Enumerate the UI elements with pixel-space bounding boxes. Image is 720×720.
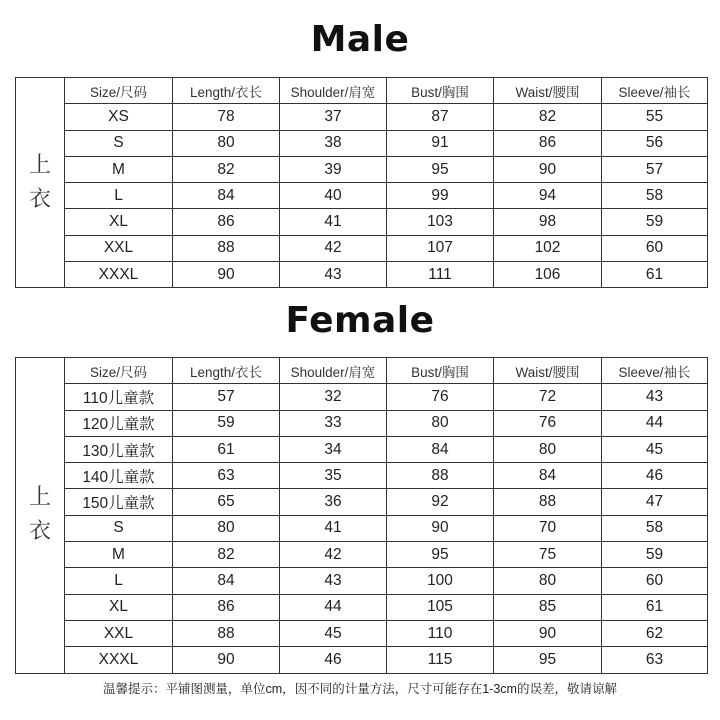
measurement-cell: 34 [280, 436, 387, 462]
table-row [16, 156, 708, 182]
measurement-cell: 37 [280, 104, 387, 130]
measurement-cell: 44 [280, 594, 387, 620]
table-row [16, 515, 708, 541]
side-label-char: 衣 [28, 186, 51, 212]
measurement-cell: 80 [494, 436, 602, 462]
measurement-cell: 82 [173, 542, 280, 568]
measurement-cell: 45 [280, 620, 387, 646]
measurement-cell: 57 [173, 384, 280, 410]
measurement-cell: 59 [173, 410, 280, 436]
measurement-cell: 78 [173, 104, 280, 130]
measurement-cell: 42 [280, 235, 387, 261]
measurement-cell: 61 [602, 594, 708, 620]
measurement-cell: 59 [602, 209, 708, 235]
measurement-cell: 103 [387, 209, 494, 235]
measurement-notice: 温馨提示：平铺图测量，单位cm，因不同的计量方法，尺寸可能存在1-3cm的误差，敬请谅解 [103, 682, 617, 696]
column-header: Bust/胸围 [387, 358, 494, 384]
measurement-cell: 86 [173, 209, 280, 235]
column-header: Length/衣长 [173, 78, 280, 104]
measurement-cell: 84 [173, 568, 280, 594]
column-header: Bust/胸围 [387, 78, 494, 104]
measurement-cell: 94 [494, 183, 602, 209]
table-row [16, 130, 708, 156]
table-row [16, 620, 708, 646]
side-label [16, 358, 65, 674]
measurement-cell: 70 [494, 515, 602, 541]
size-cell: L [65, 183, 173, 209]
measurement-cell: 58 [602, 183, 708, 209]
table-row [16, 463, 708, 489]
measurement-cell: 38 [280, 130, 387, 156]
measurement-cell: 80 [387, 410, 494, 436]
table-row [16, 410, 708, 436]
size-cell: 140儿童款 [65, 463, 173, 489]
size-cell: S [65, 130, 173, 156]
male-title: Male [310, 19, 410, 60]
male-size-table [15, 77, 708, 288]
measurement-cell: 107 [387, 235, 494, 261]
measurement-cell: 95 [387, 542, 494, 568]
female-title: Female [285, 300, 435, 341]
side-label [16, 78, 65, 288]
measurement-cell: 57 [602, 156, 708, 182]
table-row [16, 436, 708, 462]
measurement-cell: 41 [280, 209, 387, 235]
measurement-cell: 46 [602, 463, 708, 489]
measurement-cell: 56 [602, 130, 708, 156]
measurement-cell: 90 [494, 620, 602, 646]
column-header: Waist/腰围 [494, 78, 602, 104]
measurement-cell: 82 [173, 156, 280, 182]
size-cell: 110儿童款 [65, 384, 173, 410]
measurement-cell: 72 [494, 384, 602, 410]
table-row [16, 647, 708, 673]
measurement-cell: 84 [173, 183, 280, 209]
measurement-cell: 90 [494, 156, 602, 182]
measurement-cell: 99 [387, 183, 494, 209]
size-cell: XL [65, 209, 173, 235]
column-header: Shoulder/肩宽 [280, 358, 387, 384]
measurement-cell: 98 [494, 209, 602, 235]
measurement-cell: 90 [387, 515, 494, 541]
measurement-cell: 90 [173, 647, 280, 673]
measurement-cell: 86 [494, 130, 602, 156]
measurement-cell: 62 [602, 620, 708, 646]
table-row [16, 594, 708, 620]
measurement-cell: 60 [602, 568, 708, 594]
measurement-cell: 88 [173, 235, 280, 261]
measurement-cell: 85 [494, 594, 602, 620]
measurement-cell: 42 [280, 542, 387, 568]
table-row [16, 235, 708, 261]
column-header: Length/衣长 [173, 358, 280, 384]
measurement-cell: 43 [280, 262, 387, 288]
table-row [16, 542, 708, 568]
table-row [16, 384, 708, 410]
measurement-cell: 88 [173, 620, 280, 646]
size-cell: M [65, 156, 173, 182]
measurement-cell: 33 [280, 410, 387, 436]
measurement-cell: 100 [387, 568, 494, 594]
column-header: Size/尺码 [65, 358, 173, 384]
measurement-cell: 82 [494, 104, 602, 130]
size-cell: 150儿童款 [65, 489, 173, 515]
measurement-cell: 110 [387, 620, 494, 646]
measurement-cell: 80 [173, 515, 280, 541]
measurement-cell: 35 [280, 463, 387, 489]
female-size-table [15, 357, 708, 674]
column-header: Waist/腰围 [494, 358, 602, 384]
table-header-row [16, 78, 708, 104]
measurement-cell: 115 [387, 647, 494, 673]
measurement-cell: 95 [387, 156, 494, 182]
measurement-cell: 80 [173, 130, 280, 156]
measurement-cell: 47 [602, 489, 708, 515]
size-cell: L [65, 568, 173, 594]
column-header: Sleeve/袖长 [602, 78, 708, 104]
measurement-cell: 43 [280, 568, 387, 594]
measurement-cell: 86 [173, 594, 280, 620]
measurement-cell: 63 [173, 463, 280, 489]
table-row [16, 568, 708, 594]
column-header: Size/尺码 [65, 78, 173, 104]
side-label-char: 上 [28, 152, 51, 178]
measurement-cell: 105 [387, 594, 494, 620]
measurement-cell: 95 [494, 647, 602, 673]
size-cell: XXXL [65, 262, 173, 288]
measurement-cell: 76 [387, 384, 494, 410]
size-cell: 120儿童款 [65, 410, 173, 436]
size-cell: S [65, 515, 173, 541]
measurement-cell: 58 [602, 515, 708, 541]
measurement-cell: 45 [602, 436, 708, 462]
measurement-cell: 39 [280, 156, 387, 182]
measurement-cell: 106 [494, 262, 602, 288]
measurement-cell: 55 [602, 104, 708, 130]
size-cell: XXL [65, 620, 173, 646]
size-cell: 130儿童款 [65, 436, 173, 462]
table-row [16, 183, 708, 209]
measurement-cell: 59 [602, 542, 708, 568]
measurement-cell: 36 [280, 489, 387, 515]
measurement-cell: 84 [494, 463, 602, 489]
measurement-cell: 61 [602, 262, 708, 288]
measurement-cell: 41 [280, 515, 387, 541]
measurement-cell: 46 [280, 647, 387, 673]
size-cell: XS [65, 104, 173, 130]
size-cell: XXL [65, 235, 173, 261]
table-row [16, 489, 708, 515]
measurement-cell: 76 [494, 410, 602, 436]
measurement-cell: 65 [173, 489, 280, 515]
measurement-cell: 84 [387, 436, 494, 462]
table-row [16, 104, 708, 130]
measurement-cell: 43 [602, 384, 708, 410]
measurement-cell: 40 [280, 183, 387, 209]
measurement-cell: 111 [387, 262, 494, 288]
measurement-cell: 87 [387, 104, 494, 130]
table-row [16, 209, 708, 235]
side-label-char: 衣 [28, 519, 51, 545]
table-row [16, 262, 708, 288]
table-header-row [16, 358, 708, 384]
size-cell: XL [65, 594, 173, 620]
size-cell: XXXL [65, 647, 173, 673]
size-cell: M [65, 542, 173, 568]
measurement-cell: 88 [494, 489, 602, 515]
column-header: Shoulder/肩宽 [280, 78, 387, 104]
measurement-cell: 44 [602, 410, 708, 436]
side-label-char: 上 [28, 485, 51, 511]
measurement-cell: 91 [387, 130, 494, 156]
measurement-cell: 90 [173, 262, 280, 288]
column-header: Sleeve/袖长 [602, 358, 708, 384]
measurement-cell: 102 [494, 235, 602, 261]
measurement-cell: 88 [387, 463, 494, 489]
measurement-cell: 32 [280, 384, 387, 410]
measurement-cell: 60 [602, 235, 708, 261]
measurement-cell: 92 [387, 489, 494, 515]
measurement-cell: 63 [602, 647, 708, 673]
measurement-cell: 61 [173, 436, 280, 462]
measurement-cell: 75 [494, 542, 602, 568]
measurement-cell: 80 [494, 568, 602, 594]
